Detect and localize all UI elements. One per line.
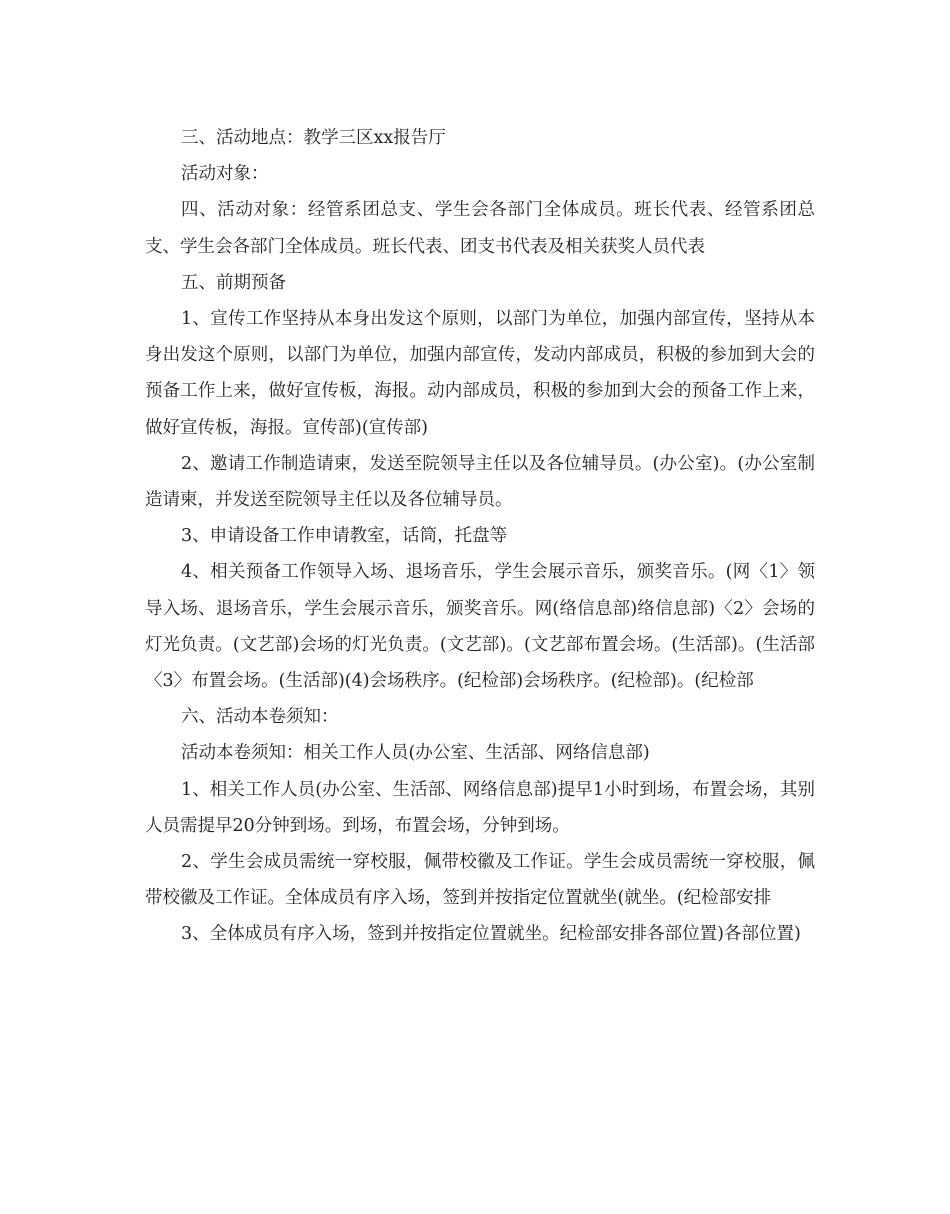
paragraph-preparation-heading: 五、前期预备 — [181, 272, 286, 293]
paragraph-equipment: 3、申请设备工作申请教室，话筒，托盘等 — [181, 526, 508, 547]
paragraph-notes-heading: 六、活动本卷须知： — [181, 707, 339, 728]
paragraph-audience-label: 活动对象： — [181, 164, 269, 185]
paragraph-location: 三、活动地点：教学三区xx报告厅 — [181, 128, 446, 148]
paragraph-note-1: 1、相关工作人员(办公室、生活部、网络信息部)提早1小时到场，布置会场，其别人员需提早20分钟到场。到场，布置会场，分钟到场。 — [145, 779, 815, 836]
paragraph-note-2: 2、学生会成员需统一穿校服，佩带校徽及工作证。学生会成员需统一穿校服，佩带校徽及工作证。全体成员有序入场，签到并按指定位置就坐(就坐。(纪检部安排 — [145, 852, 815, 909]
document-body — [145, 120, 815, 953]
paragraph-invitation: 2、邀请工作制造请柬，发送至院领导主任以及各位辅导员。(办公室)。(办公室制造请柬，并发送至院领导主任以及各位辅导员。 — [145, 453, 815, 511]
paragraph-note-3: 3、全体成员有序入场，签到并按指定位置就坐。纪检部安排各部位置)各部位置) — [181, 924, 801, 945]
paragraph-related-prep: 4、相关预备工作领导入场、退场音乐，学生会展示音乐，颁奖音乐。(网〈1〉领导入场、退场音乐，学生会展示音乐，颁奖音乐。网(络信息部)络信息部)〈2〉会场的灯光负责。(文艺部)会场的灯光负责。(文艺部)。(文艺部布置会场。(生活部)。(生活部〈3〉布置会场。(生活部)(4)会场秩序。(纪检部)会场秩序。(纪检部)。(纪检部 — [145, 562, 815, 692]
paragraph-publicity: 1、宣传工作坚持从本身出发这个原则，以部门为单位，加强内部宣传，坚持从本身出发这个原则，以部门为单位，加强内部宣传，发动内部成员，积极的参加到大会的预备工作上来，做好宣传板，海报。动内部成员，积极的参加到大会的预备工作上来，做好宣传板，海报。宣传部)(宣传部) — [145, 309, 815, 438]
paragraph-notes-intro: 活动本卷须知：相关工作人员(办公室、生活部、网络信息部) — [181, 743, 650, 764]
paragraph-audience: 四、活动对象：经管系团总支、学生会各部门全体成员。班长代表、经管系团总支、学生会各部门全体成员。班长代表、团支书代表及相关获奖人员代表 — [145, 200, 815, 257]
